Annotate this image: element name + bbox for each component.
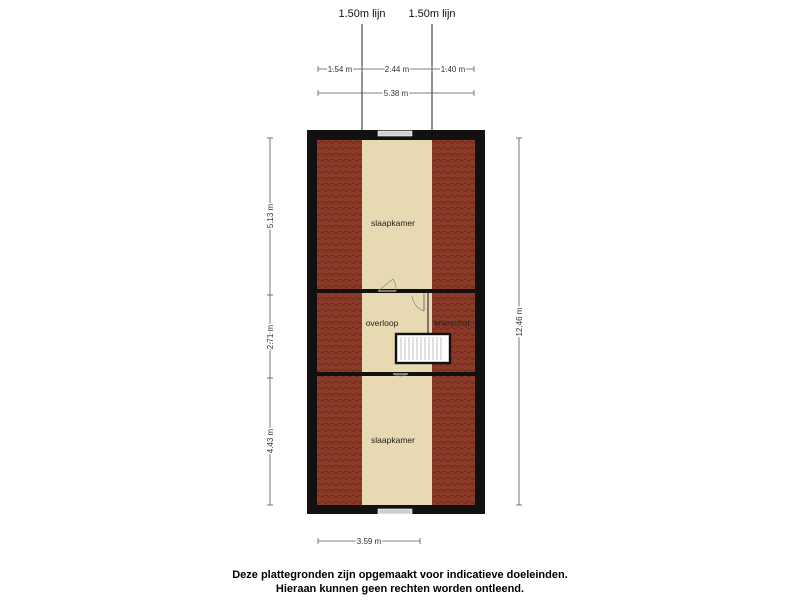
building [307, 130, 485, 514]
guide-line-label-right: 1.50m lijn [408, 8, 456, 20]
bottom-dimension-label: 3.59 m [356, 537, 382, 546]
roof-tiles-top-left [317, 140, 362, 289]
top-total-label: 5.38 m [383, 89, 409, 98]
left-segment-label-2: 2.71 m [266, 324, 275, 350]
disclaimer-line-1: Deze plattegronden zijn opgemaakt voor indicatieve doeleinden. [232, 569, 568, 581]
right-total-label: 12,46 m [515, 307, 524, 337]
floor-top-room [362, 140, 432, 289]
left-segment-label-3: 4.43 m [266, 428, 275, 454]
top-segment-label-1: 1.54 m [327, 65, 353, 74]
window-bottom [378, 509, 412, 514]
top-total-dimension [318, 89, 474, 98]
guide-line-label-left: 1.50m lijn [338, 8, 386, 20]
left-segment-label-1: 5.13 m [266, 203, 275, 229]
room-label-top: slaapkamer [371, 218, 415, 228]
roof-tiles-bottom-right [432, 376, 475, 505]
disclaimer-line-2: Hieraan kunnen geen rechten worden ontleend. [275, 583, 525, 595]
disclaimer [232, 569, 568, 595]
room-label-bottom: slaapkamer [371, 435, 415, 445]
bottom-dimension [318, 537, 420, 546]
staircase [396, 334, 450, 363]
top-segment-label-3: 1.40 m [440, 65, 466, 74]
left-dimension [266, 138, 275, 505]
roof-tiles-bottom-left [317, 376, 362, 505]
room-label-landing: overloop [365, 318, 399, 328]
window-top [378, 131, 412, 136]
stair-outline [396, 334, 450, 363]
roof-tiles-top-right [432, 140, 475, 289]
room-label-knee-wall: knieschot [434, 318, 470, 328]
top-segment-label-2: 2.44 m [384, 65, 410, 74]
top-dimension-segments [318, 65, 474, 74]
right-dimension [515, 138, 524, 505]
roof-tiles-middle-left [317, 293, 362, 372]
